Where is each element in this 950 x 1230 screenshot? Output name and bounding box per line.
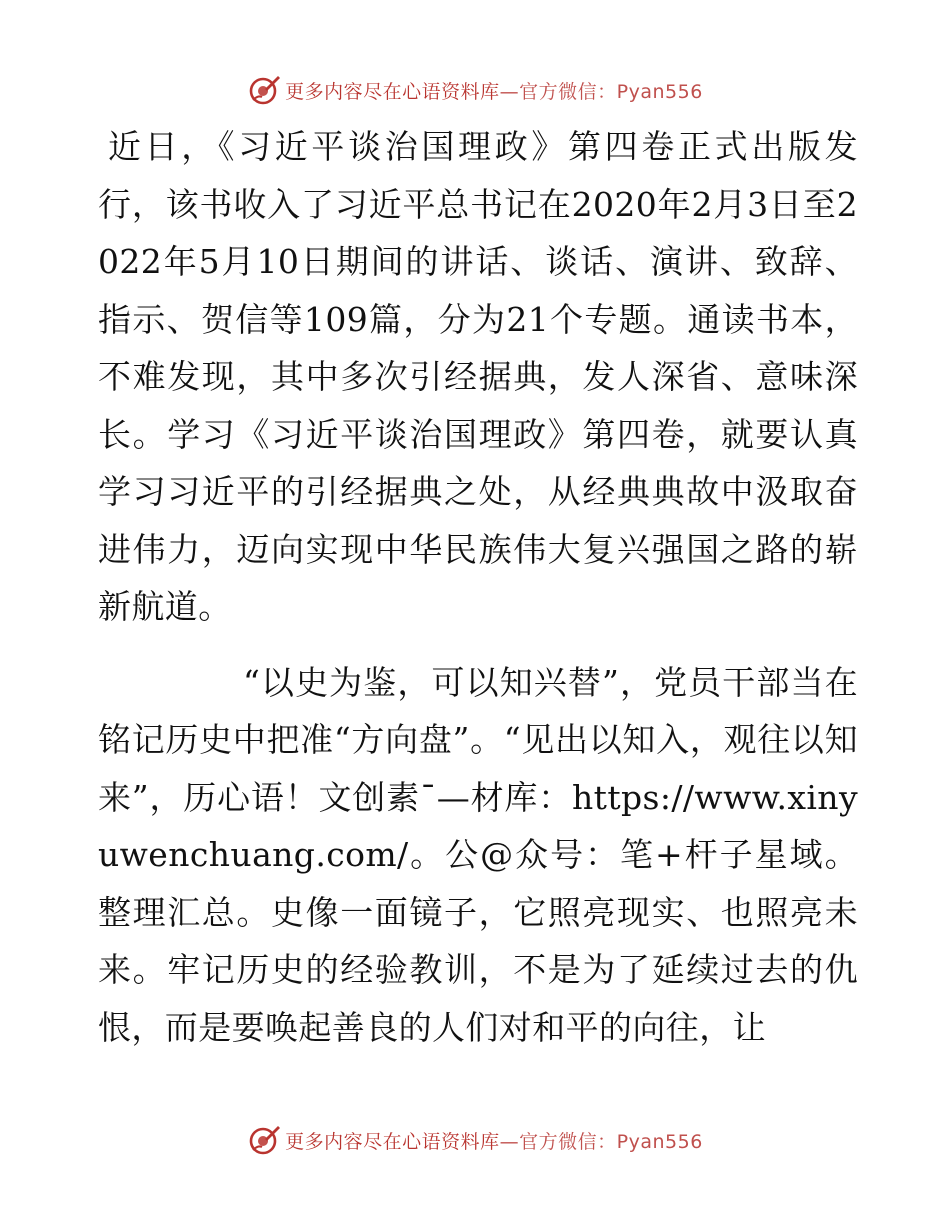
brush-circle-logo-icon	[247, 73, 281, 107]
header-wechat-text: 官方微信：Pyan556	[519, 80, 703, 103]
footer-watermark-banner	[0, 1120, 950, 1160]
header-watermark-banner	[0, 70, 950, 110]
footer-site-text: 更多内容尽在心语资料库	[285, 1130, 500, 1153]
header-separator: —	[499, 80, 520, 103]
header-site-text: 更多内容尽在心语资料库	[285, 80, 500, 103]
footer-banner-text	[285, 1127, 703, 1154]
header-banner-text	[285, 77, 703, 104]
paragraph-2: “以史为鉴，可以知兴替”，党员干部当在铭记历史中把准“方向盘”。“见出以知入，观往以知来”，历心语！文创素¯—材库：https://www.xinyuwenchuang.com/。公@众号：笔+杆子星域。整理汇总。史像一面镜子，它照亮现实、也照亮未来。牢记历史的经验教训，不是为了延续过去的仇恨，而是要唤起善良的人们对和平的向往，让	[98, 662, 858, 1047]
footer-wechat-text: 官方微信：Pyan556	[519, 1130, 703, 1153]
footer-separator: —	[499, 1130, 520, 1153]
document-body	[98, 118, 858, 1056]
brush-circle-logo-icon	[247, 1123, 281, 1157]
paragraph-1: 近日，《习近平谈治国理政》第四卷正式出版发行，该书收入了习近平总书记在2020年2月3日至2022年5月10日期间的讲话、谈话、演讲、致辞、指示、贺信等109篇，分为21个专题。通读书本，不难发现，其中多次引经据典，发人深省、意味深长。学习《习近平谈治国理政》第四卷，就要认真学习习近平的引经据典之处，从经典典故中汲取奋进伟力，迈向实现中华民族伟大复兴强国之路的崭新航道。	[98, 127, 858, 626]
